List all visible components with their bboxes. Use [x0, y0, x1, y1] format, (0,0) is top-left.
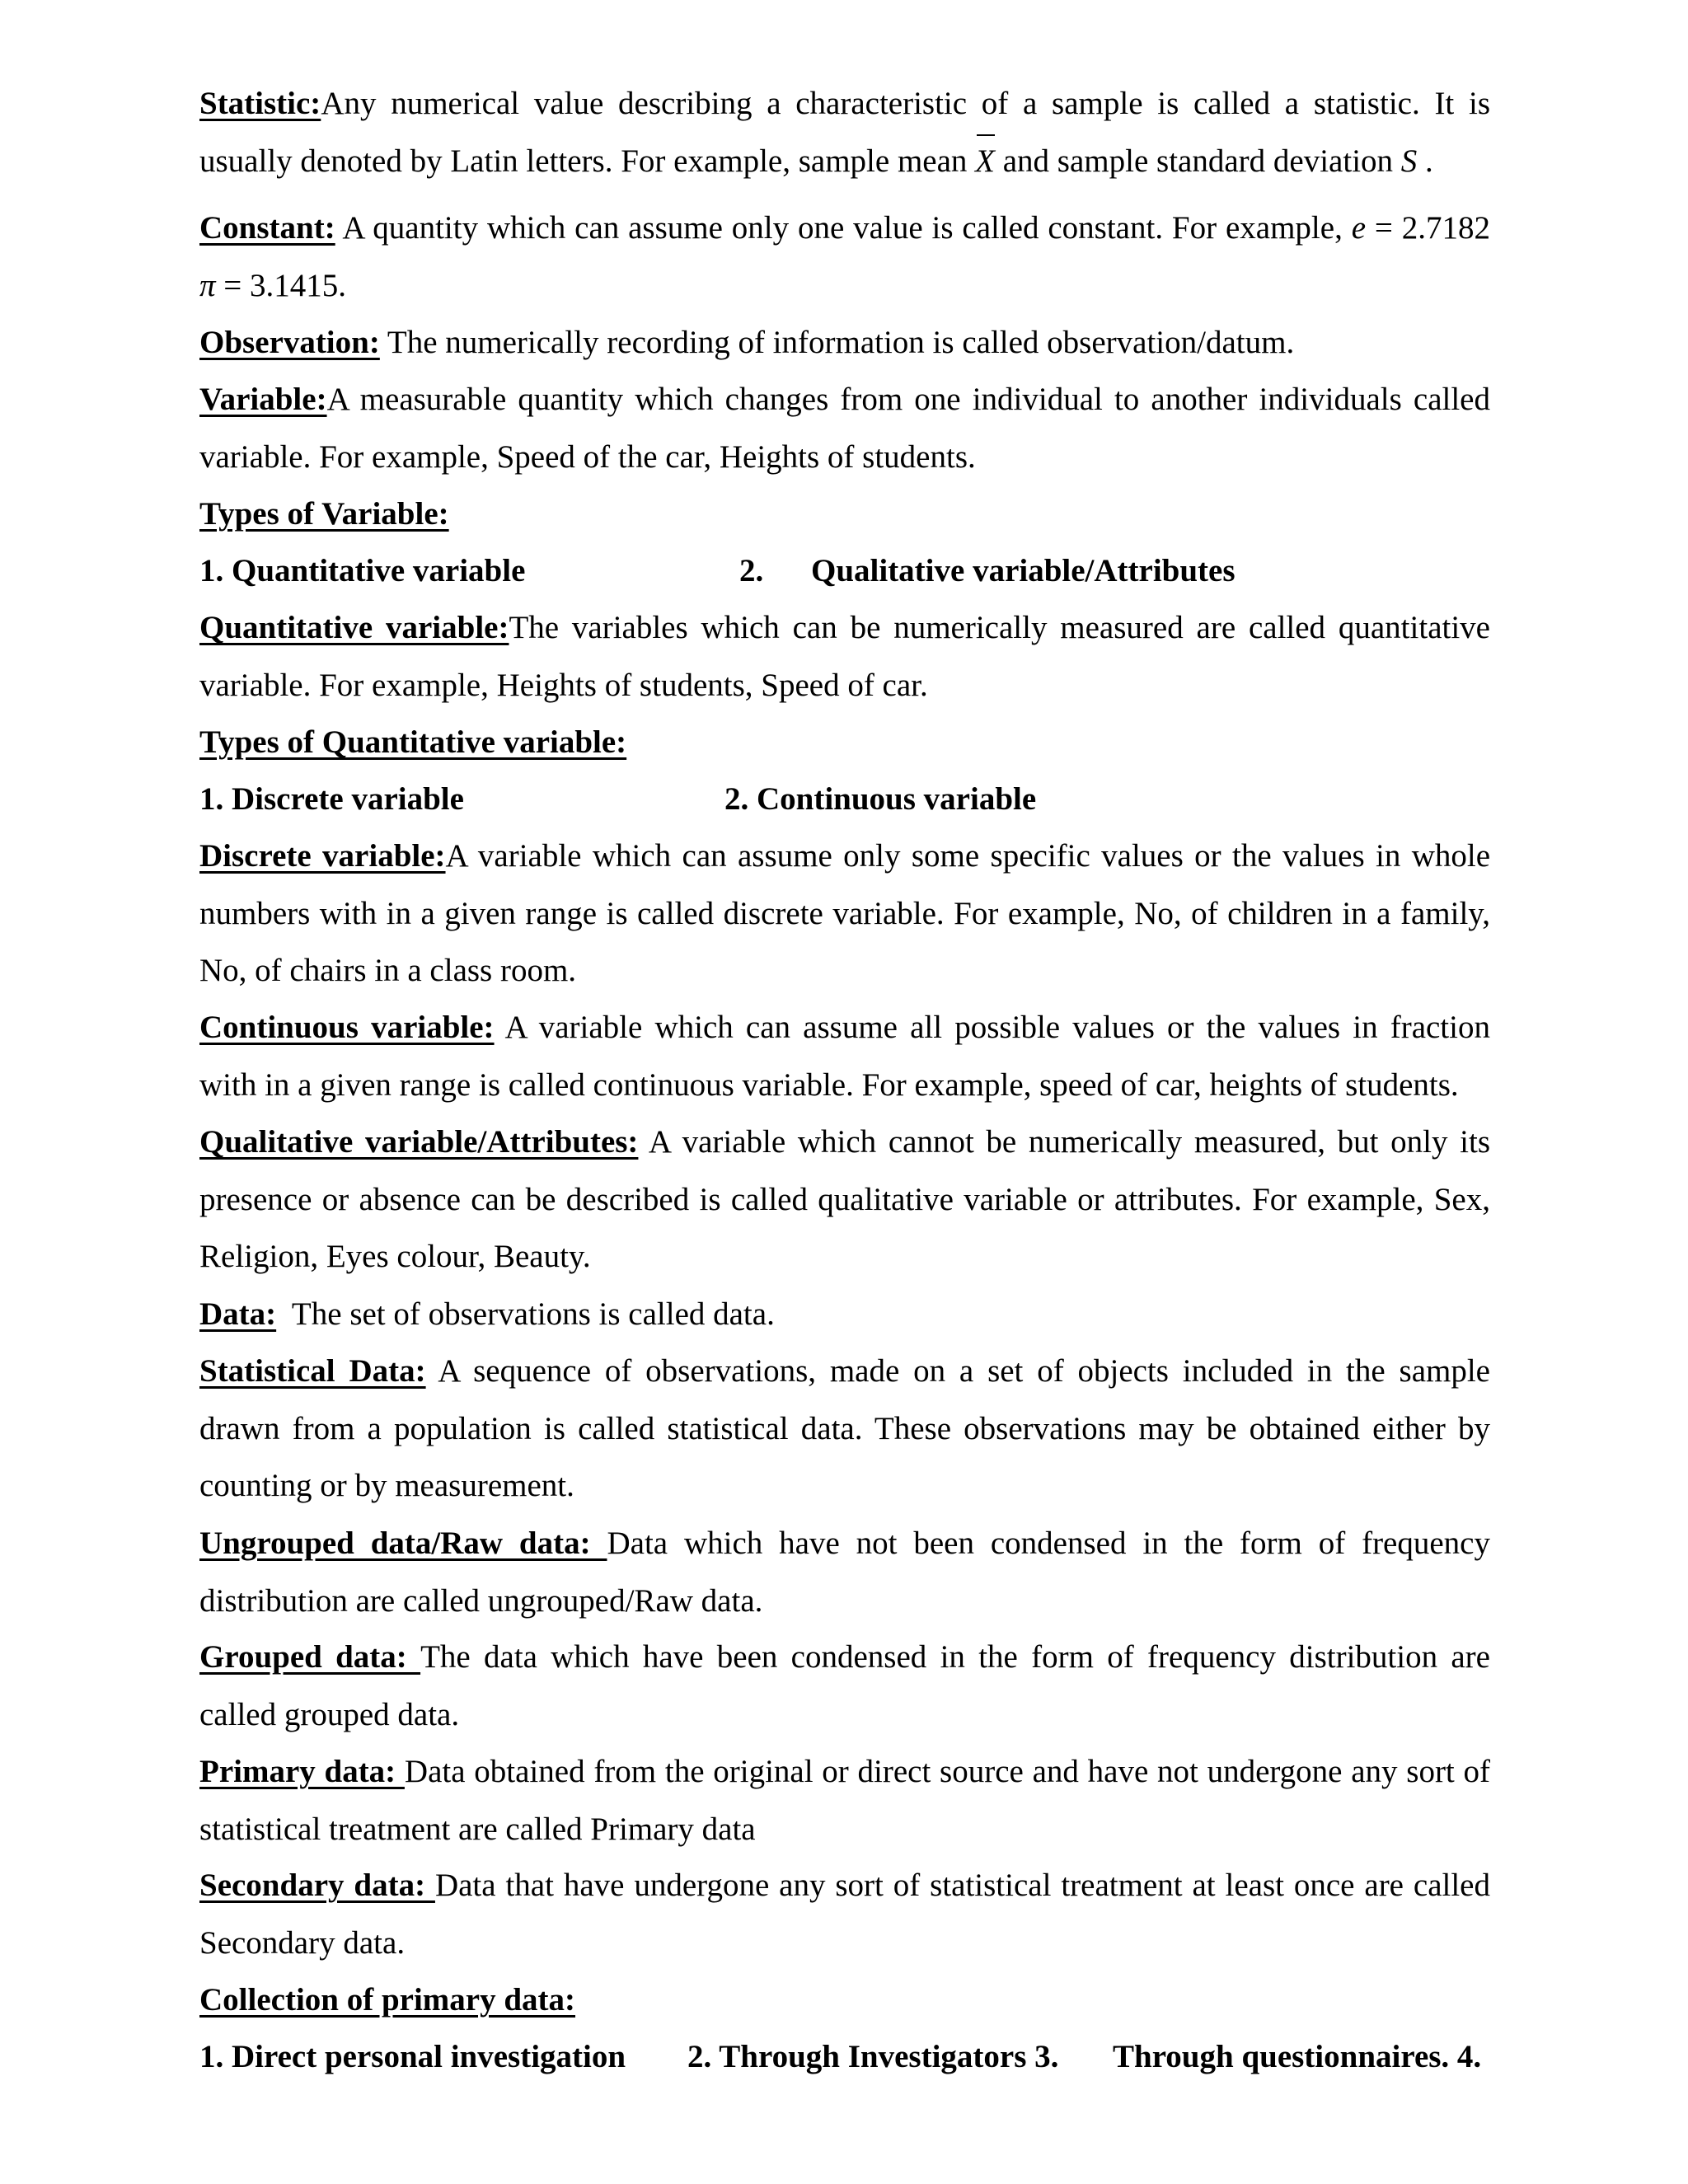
types-of-quantitative-heading: Types of Quantitative variable:	[199, 724, 627, 760]
statistic-text-3: .	[1417, 143, 1433, 179]
ungrouped-term: Ungrouped data/Raw data:	[199, 1526, 607, 1561]
e-symbol: e	[1351, 210, 1367, 246]
discrete-text: A variable which can assume only some specific values or the values in whole numbers with in a given range is called discrete variable. For example, No, of children in a family, No, of chairs in a class room.	[199, 838, 1490, 988]
secondary-text: Data that have undergone any sort of statistical treatment at least once are called Secondary data.	[199, 1868, 1490, 1961]
data-paragraph	[199, 1286, 1490, 1343]
list-item-quantitative: 1. Quantitative variable	[199, 553, 526, 588]
qualitative-text: A variable which cannot be numerically measured, but only its presence or absence can be described is called qualitative variable or attributes. For example, Sex, Religion, Eyes colour, Beauty.	[199, 1124, 1490, 1274]
pi-value: = 3.1415	[215, 267, 339, 303]
statistic-term: Statistic:	[199, 86, 321, 121]
sample-mean-symbol: X	[975, 133, 995, 190]
ungrouped-paragraph	[199, 1515, 1490, 1629]
collection-heading: Collection of primary data:	[199, 1982, 576, 2018]
data-term: Data:	[199, 1296, 277, 1332]
types-of-variable-list	[199, 542, 1490, 600]
observation-term: Observation:	[199, 325, 380, 360]
list-item-number-2: 2.	[739, 553, 764, 588]
statistical-data-text: A sequence of observations, made on a set of objects included in the sample drawn from a population is called statistical data. These observations may be obtained either by counting or by measurement.	[199, 1353, 1490, 1503]
quantitative-paragraph	[199, 599, 1490, 714]
statistic-text-2: and sample standard deviation	[995, 143, 1401, 179]
discrete-paragraph	[199, 827, 1490, 1000]
grouped-paragraph	[199, 1629, 1490, 1743]
collection-list	[199, 2028, 1490, 2086]
statistical-data-term: Statistical Data:	[199, 1353, 426, 1389]
secondary-term: Secondary data:	[199, 1868, 435, 1903]
observation-paragraph	[199, 314, 1490, 372]
primary-text: Data obtained from the original or direct source and have not undergone any sort of statistical treatment are called Primary data	[199, 1754, 1490, 1847]
types-of-quantitative-list	[199, 771, 1490, 828]
data-text: The set of observations is called data.	[276, 1296, 775, 1332]
list-item-continuous: 2. Continuous variable	[724, 781, 1037, 817]
constant-paragraph	[199, 199, 1490, 314]
grouped-term: Grouped data:	[199, 1639, 421, 1675]
variable-text: A measurable quantity which changes from one individual to another individuals called variable. For example, Speed of the car, Heights of students.	[199, 382, 1490, 475]
list-item-through-investigators: 2. Through Investigators 3.	[687, 2039, 1059, 2074]
variable-paragraph	[199, 371, 1490, 485]
ungrouped-text: Data which have not been condensed in the form of frequency distribution are called ungrouped/Raw data.	[199, 1526, 1490, 1619]
constant-text-2: .	[338, 267, 347, 303]
qualitative-term: Qualitative variable/Attributes:	[199, 1124, 639, 1160]
statistical-data-paragraph	[199, 1343, 1490, 1515]
grouped-text: The data which have been condensed in the form of frequency distribution are called grouped data.	[199, 1639, 1490, 1732]
primary-term: Primary data:	[199, 1754, 405, 1789]
statistic-text-1: Any numerical value describing a characteristic of a sample is called a statistic. It is usually denoted by Latin letters. For example, sample mean	[199, 86, 1490, 179]
discrete-term: Discrete variable:	[199, 838, 446, 874]
list-item-through-questionnaires: Through questionnaires. 4.	[1113, 2039, 1482, 2074]
constant-term: Constant:	[199, 210, 335, 246]
sample-sd-symbol: S	[1400, 143, 1418, 179]
statistic-paragraph	[199, 75, 1490, 190]
list-item-discrete: 1. Discrete variable	[199, 781, 464, 817]
pi-symbol: π	[199, 267, 216, 303]
qualitative-paragraph	[199, 1113, 1490, 1286]
continuous-paragraph	[199, 999, 1490, 1113]
constant-text-1: A quantity which can assume only one value is called constant. For example,	[335, 210, 1352, 246]
list-item-direct-investigation: 1. Direct personal investigation	[199, 2039, 626, 2074]
types-of-variable-heading: Types of Variable:	[199, 496, 449, 532]
continuous-term: Continuous variable:	[199, 1010, 495, 1045]
continuous-text: A variable which can assume all possible values or the values in fraction with in a given range is called continuous variable. For example, speed of car, heights of students.	[199, 1010, 1490, 1103]
primary-paragraph	[199, 1743, 1490, 1858]
secondary-paragraph	[199, 1857, 1490, 1971]
observation-text: The numerically recording of information is called observation/datum.	[379, 325, 1295, 360]
variable-term: Variable:	[199, 382, 327, 417]
quantitative-term: Quantitative variable:	[199, 610, 509, 645]
e-value: = 2.7182	[1366, 210, 1490, 246]
quantitative-text: The variables which can be numerically measured are called quantitative variable. For example, Heights of students, Speed of car.	[199, 610, 1490, 703]
list-item-qualitative: Qualitative variable/Attributes	[811, 553, 1236, 588]
